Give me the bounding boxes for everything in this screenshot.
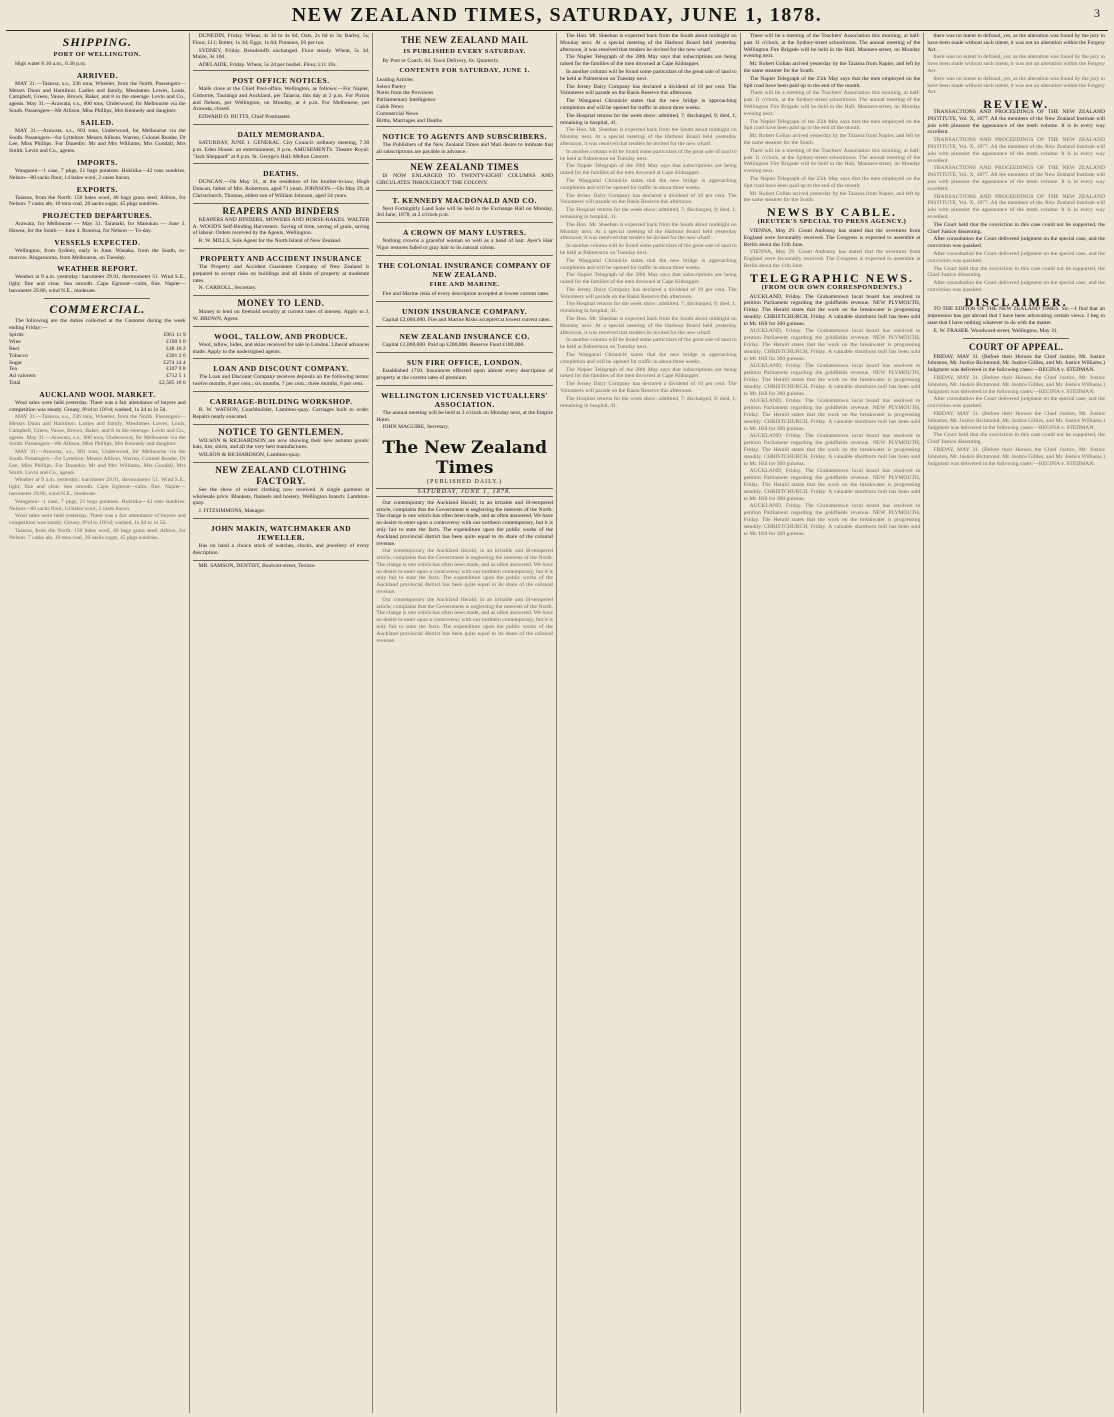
- post-office-notice: [193, 70, 370, 124]
- duty-item: Tea: [9, 366, 17, 373]
- gentlemen-advert: [193, 424, 370, 462]
- colonial-heading: THE COLONIAL INSURANCE COMPANY OF NEW ZEALAND.: [377, 260, 552, 279]
- loan-heading: LOAN AND DISCOUNT COMPANY.: [213, 364, 349, 374]
- review-heading: REVIEW.: [983, 97, 1050, 112]
- clothing-heading: NEW ZEALAND CLOTHING FACTORY.: [215, 464, 347, 486]
- news-filler-17: The Jersey Dairy Company has declared a dividend of 10 per cent. The Volunteers will parade on the Basin Reserve this afternoon.: [560, 381, 737, 395]
- deaths-text: DUNCAN.—On May 31, at the residence of his brother-in-law, Hugh Duncan, father of Mrs. Robertson, aged 71 years. JOHNSON.—On May 29, at Christchurch, Thomas, eldest son of William Johnson, aged 24 years.: [192, 179, 370, 199]
- telegraphic-text: AUCKLAND, Friday. The Grahamstown local board has resolved to petition Parliament regarding the goldfields revenue. NEW PLYMOUTH, Friday. The Herald states that the work on the breakwater is progressing steadily. CHRISTCHURCH, Friday. A valuable shorthorn bull has been sold to Mr. Hill for 300 guineas.: [743, 293, 921, 327]
- news-filler-7: The Hon. Mr. Sheehan is expected back from the South about midnight on Monday next. At a special meeting of the Harbour Board held yesterday afternoon, it was resolved that tenders be invited for the new wharf.: [560, 221, 737, 242]
- telegraphic-filler-2: AUCKLAND, Friday. The Grahamstown local board has resolved to petition Parliament regarding the goldfields revenue. NEW PLYMOUTH, Friday. The Herald states that the work on the breakwater is progressing steadily. CHRISTCHURCH, Friday. A valuable shorthorn bull has been sold to Mr. Hill for 300 guineas.: [743, 363, 921, 397]
- local-filler-3: Mr. Robert Gollan arrived yesterday by the Taiaroa from Napier, and left by the same steamer for the South.: [743, 133, 921, 146]
- news-filler-4: The Wanganui Chronicle states that the new bridge is approaching completion and will be opened for traffic in about three weeks.: [560, 177, 737, 191]
- vessels-text: Wellington, from Sydney, early in June. Wanaka, from the South, to-morrow. Ringarooma, from Melbourne, on Tuesday.: [9, 247, 186, 261]
- leading-article-cont-1: Our contemporary the Auckland Herald, in an irritable and ill-tempered article, complains that the Government is neglecting the interests of the North. The charge is one which has often been made, and as often answered. We have no desire to enter upon a controversy with our northern contemporary, but it is only fair to state the facts. The expenditure upon the public works of the Auckland provincial district has been quite equal to its share of the colonial revenue.: [376, 548, 553, 596]
- insurance-signature: N. CARROLL, Secretary.: [198, 285, 257, 292]
- cable-text: VIENNA, May 29. Count Andrassy has stated that the overtures from England were favourably received. The Congress is expected to assemble at Berlin about the 11th June.: [743, 227, 921, 248]
- nz-insurance-advert: [376, 326, 553, 352]
- watchmaker-heading: JOHN MAKIN, WATCHMAKER AND JEWELLER.: [210, 524, 352, 543]
- filler-text-6: Taiaroa, from the North: 150 bales wool, 40 bags grass seed. Albion, for Nelson: 7 casks ale, 10 tons coal, 20 sacks sugar, 45 pkgs sundries.: [9, 528, 186, 541]
- telegraphic-filler-5: AUCKLAND, Friday. The Grahamstown local board has resolved to petition Parliament regarding the goldfields revenue. NEW PLYMOUTH, Friday. The Herald states that the work on the breakwater is progressing steadily. CHRISTCHURCH, Friday. A valuable shorthorn bull has been sold to Mr. Hill for 300 guineas.: [743, 468, 921, 502]
- column-1: [6, 33, 190, 1413]
- column-grid: [6, 33, 1108, 1413]
- mail-contents-item: Leading Articles: [376, 76, 414, 83]
- duty-item: Total: [9, 379, 21, 386]
- review-filler-1: TRANSACTIONS AND PROCEEDINGS OF THE NEW ZEALAND INSTITUTE, Vol. X, 1877. All the members of the New Zealand Institute will join with pleasure the appearance of the tenth volume. It is in every way excellent.: [927, 137, 1105, 164]
- telegraphic-filler-6: AUCKLAND, Friday. The Grahamstown local board has resolved to petition Parliament regarding the goldfields revenue. NEW PLYMOUTH, Friday. The Herald states that the work on the breakwater is progressing steadily. CHRISTCHURCH, Friday. A valuable shorthorn bull has been sold to Mr. Hill for 300 guineas.: [743, 503, 921, 537]
- news-filler-5: The Jersey Dairy Company has declared a dividend of 10 per cent. The Volunteers will parade on the Basin Reserve this afternoon.: [560, 192, 737, 206]
- duty-row: [9, 373, 186, 380]
- disclaimer-heading: DISCLAIMER.: [964, 294, 1068, 309]
- memo-heading: DAILY MEMORANDA.: [237, 129, 325, 139]
- weather-text: Weather at 9 a.m. yesterday: barometer 29.91, thermometer 51. Wind S.E., light; fine and clear. Sea smooth. Cape Egmont—calm, fine. Napier—barometer 29.86, wind N.E., moderate.: [9, 274, 186, 294]
- shipping-heading: SHIPPING.: [62, 35, 132, 49]
- insurance-advert: [193, 248, 370, 295]
- wool-heading: WOOL, TALLOW, AND PRODUCE.: [214, 331, 348, 341]
- review-text: TRANSACTIONS AND PROCEEDINGS OF THE NEW ZEALAND INSTITUTE, Vol. X, 1877. All the members of the New Zealand Institute will join with pleasure the appearance of the tenth volume. It is in every way excellent.: [927, 108, 1105, 136]
- news-paragraph-6: The Hospital returns for the week show: admitted, 7; discharged, 9; died, 1; remaining in hospital, 41.: [560, 112, 737, 126]
- land-sale-heading: T. KENNEDY MACDONALD AND CO.: [392, 195, 537, 205]
- coachbuilder-text: R. W. WATSON, Coachbuilder, Lambton-quay. Carriages built to order. Repairs neatly executed.: [192, 406, 370, 420]
- duties-table: [9, 332, 186, 386]
- divider: [963, 338, 1070, 339]
- gentlemen-text: WILSON & RICHARDSON are now showing their new autumn goods: hats, ties, shirts, and all the very best manufactures.: [192, 437, 370, 451]
- duty-amount: £48 10 2: [166, 345, 186, 352]
- agents-heading: NOTICE TO AGENTS AND SUBSCRIBERS.: [382, 132, 547, 142]
- gentlemen-heading: NOTICE TO GENTLEMEN.: [218, 426, 344, 437]
- victuallers-signature: JOHN MAGUIRE, Secretary.: [382, 424, 450, 431]
- news-filler-13: The Hon. Mr. Sheehan is expected back from the South about midnight on Monday next. At a special meeting of the Harbour Board held yesterday afternoon, it was resolved that tenders be invited for the new wharf.: [560, 316, 737, 336]
- local-paragraph-2: Mr. Robert Gollan arrived yesterday by the Taiaroa from Napier, and left by the same steamer for the South.: [743, 61, 921, 74]
- column-3: [373, 33, 557, 1413]
- post-signature: EDWARD D. BUTTS, Chief Postmaster.: [198, 114, 291, 121]
- dentist-text: MR. SAMSON, DENTIST, Boulcott-street, Terrace.: [198, 562, 316, 569]
- news-filler-14: In another column will be found some particulars of the great sale of land to be held at Palmerston on Tuesday next.: [560, 337, 737, 351]
- adelaide-market: ADELAIDE, Friday. Wheat, 5s 2d per bushel. Flour, £11 10s.: [198, 62, 337, 69]
- coachbuilder-heading: CARRIAGE-BUILDING WORKSHOP.: [209, 396, 353, 406]
- duty-row: [9, 380, 186, 387]
- filler-text-5: Wool sales were held yesterday. There was a fair attendance of buyers and competition was steady. Greasy, 8½d to 10½d; washed, 1s 2d to 1s 5d.: [9, 513, 186, 527]
- law-paragraph: there was no intent to defraud, yet, as the alteration was found by the jury to have been made without such intent, it was not an alteration within the Forgery Act.: [927, 33, 1105, 53]
- exports-heading: EXPORTS.: [76, 184, 118, 194]
- duty-row: [9, 366, 186, 373]
- local-paragraph-1: There will be a meeting of the Teachers' Association this morning, at half-past 11 o'clock, at the Sydney-street schoolroom. The annual meeting of the Wellington Fire Brigade will be held in the Hall, Manners-street, on Monday evening next.: [743, 33, 921, 60]
- sun-fire-heading: SUN FIRE OFFICE, LONDON.: [406, 358, 523, 368]
- commercial-text: The following are the duties collected at the Customs during the week ending Friday:—: [9, 317, 186, 331]
- duty-amount: £107 9 8: [166, 366, 186, 373]
- money-text: Money to lend on freehold security at current rates of interest. Apply to J. W. BROWN, Agent.: [192, 309, 370, 322]
- court-text: FRIDAY, MAY 31. (Before their Honors the Chief Justice, Mr. Justice Johnston, Mr. Justice Richmond, Mr. Justice Gillies, and Mr. Justice Williams.) Judgment was delivered in the following cases:—REGINA v. STEDMAN.: [927, 353, 1105, 374]
- news-filler-6: The Hospital returns for the week show: admitted, 7; discharged, 9; died, 1; remaining in hospital, 41.: [560, 207, 737, 220]
- imports-text: Wanganui—1 case, 7 pkgs, 21 bags potatoes. Hokitika—42 tons sundries. Nelson—80 sacks flour, 14 bales wool, 2 cases bacon.: [9, 167, 186, 181]
- news-filler-2: In another column will be found some particulars of the great sale of land to be held at Palmerston on Tuesday next.: [560, 148, 737, 162]
- telegraphic-filler-4: AUCKLAND, Friday. The Grahamstown local board has resolved to petition Parliament regarding the goldfields revenue. NEW PLYMOUTH, Friday. The Herald states that the work on the breakwater is progressing steadily. CHRISTCHURCH, Friday. A valuable shorthorn bull has been sold to Mr. Hill for 300 guineas.: [743, 433, 921, 467]
- paper-subtitle: (PUBLISHED DAILY.): [427, 479, 503, 486]
- watchmaker-advert: [193, 518, 370, 560]
- news-paragraph-2: The Napier Telegraph of the 28th May says that subscriptions are being raised for the families of the men drowned at Cape Kidnapper.: [560, 54, 737, 68]
- telegraphic-filler-3: AUCKLAND, Friday. The Grahamstown local board has resolved to petition Parliament regarding the goldfields revenue. NEW PLYMOUTH, Friday. The Herald states that the work on the breakwater is progressing steadily. CHRISTCHURCH, Friday. A valuable shorthorn bull has been sold to Mr. Hill for 300 guineas.: [743, 398, 921, 432]
- paper-date: SATURDAY, JUNE 1, 1878.: [376, 488, 553, 497]
- hair-text: Nothing crowns a graceful woman so well as a head of hair. Ayer's Hair Vigor restores faded or gray hair to its natural colour.: [376, 238, 553, 251]
- cable-filler: VIENNA, May 29. Count Andrassy has stated that the overtures from England were favourably received. The Congress is expected to assemble at Berlin about the 11th June.: [743, 249, 921, 269]
- victuallers-text: The annual meeting will be held at 3 o'clock on Monday next, at the Empire Hotel.: [376, 409, 553, 423]
- mail-contents-item: Cable News: [376, 103, 404, 110]
- local-filler-6: Mr. Robert Gollan arrived yesterday by the Taiaroa from Napier, and left by the same steamer for the South.: [743, 190, 921, 204]
- times-text: IS NOW ENLARGED TO TWENTY-EIGHT COLUMNS AND CIRCULATES THROUGHOUT THE COLONY.: [376, 172, 553, 186]
- mail-contents-item: Births, Marriages and Deaths: [376, 117, 442, 124]
- disclaimer-text: TO THE EDITOR OF THE NEW ZEALAND TIMES. Sir,—I find that an impression has got abroad that I have been advocating certain views. I beg to state that I have nothing whatever to do with the matter.: [927, 306, 1105, 327]
- news-filler-11: The Jersey Dairy Company has declared a dividend of 10 per cent. The Volunteers will parade on the Basin Reserve this afternoon.: [560, 286, 737, 300]
- duty-amount: £961 11 9: [163, 332, 186, 339]
- telegraphic-heading: TELEGRAPHIC NEWS.: [749, 270, 914, 285]
- loan-text: The Loan and Discount Company receives deposits on the following terms: twelve months, 8 per cent.; six months, 7 per cent.; three months, 6 per cent.: [192, 374, 370, 388]
- duty-row: [9, 353, 186, 360]
- deaths-heading: DEATHS.: [263, 169, 299, 179]
- commercial-heading: COMMERCIAL.: [49, 301, 146, 316]
- agents-text: The Publishers of the New Zealand Times and Mail desire to intimate that all subscriptions are payable in advance.: [376, 142, 553, 156]
- sun-fire-advert: [376, 352, 553, 385]
- departures-heading: PROJECTED DEPARTURES.: [42, 211, 153, 221]
- news-paragraph-3: In another column will be found some particulars of the great sale of land to be held at Palmerston on Tuesday next.: [560, 68, 737, 82]
- duty-amount: £301 2 6: [166, 352, 186, 359]
- market-heading: AUCKLAND WOOL MARKET.: [39, 389, 156, 399]
- news-paragraph-5: The Wanganui Chronicle states that the new bridge is approaching completion and will be opened for traffic in about three weeks.: [560, 98, 737, 111]
- telegraphic-filler-1: AUCKLAND, Friday. The Grahamstown local board has resolved to petition Parliament regarding the goldfields revenue. NEW PLYMOUTH, Friday. The Herald states that the work on the breakwater is progressing steadily. CHRISTCHURCH, Friday. A valuable shorthorn bull has been sold to Mr. Hill for 300 guineas.: [743, 328, 921, 362]
- mail-contents-list: [376, 77, 553, 125]
- post-text: Mails close at the Chief Post-office, Wellington, as follows:—For Napier, Gisborne, Tauranga and Auckland, per Taiaroa, this day at 2 p.m. For Picton and Nelson, per Wellington, on Monday, at 4 p.m. For Melbourne, per Arawata, closed.: [192, 85, 370, 113]
- mail-contents-item: Parliamentary Intelligence: [376, 97, 436, 104]
- mail-contents-item: Select Poetry: [376, 83, 406, 90]
- dentist-advert: [193, 560, 370, 573]
- filler-text-1: MAY 31.—Taiaroa, s.s., 236 tons, Wheeler, from the North. Passengers—Messrs Dunn and Hamilton. Ladies and family, Mesdames Lowes, Louis, Campbell, Green, Vause, Brown, Baker, and 8 in the steerage. Levin and Co., agents. May 31.—Arawata, s.s., 600 tons, Underwood, for Melbourne via the South. Passengers—Mr Allison, Miss Phillips, Mrs Kennedy and daughter.: [9, 414, 186, 448]
- agents-notice: [376, 126, 553, 159]
- masthead-rule: [6, 30, 1108, 31]
- memoranda: [193, 124, 370, 163]
- sailed-text: MAY 31.—Arawata, s.s., 601 tons, Underwood, for Melbourne via the South. Passengers—for Lyttelton: Messrs Allison, Warren, Colonel Reader, Dr Lee, Miss Phillips. For Dunedin: Mr and Mrs Williams, Mrs Goodall, Mrs Smith. Levin and Co., agents.: [9, 127, 186, 155]
- clothing-signature: J. FITZSIMMONS, Manager.: [198, 508, 266, 515]
- duty-item: Wine: [9, 339, 21, 346]
- colonial-insurance-advert: [376, 255, 553, 301]
- sailed-heading: SAILED.: [80, 117, 114, 127]
- court-filler-4: The Court held that the conviction in this case could not be supported, the Chief Justice dissenting.: [927, 432, 1105, 446]
- mail-advert: [376, 33, 553, 126]
- local-filler-5: The Napier Telegraph of the 25th May says that the men employed on the Spit road have been paid up to the end of the month.: [743, 175, 921, 189]
- court-held-text: The Court held that the conviction in this case could not be supported, the Chief Justice dissenting.: [927, 221, 1105, 235]
- arrived-heading: ARRIVED.: [76, 70, 118, 80]
- union-insurance-advert: [376, 301, 553, 327]
- hair-advert: [376, 222, 553, 255]
- post-heading: POST OFFICE NOTICES.: [232, 75, 330, 85]
- court-heading: COURT OF APPEAL.: [968, 341, 1064, 352]
- column-6: [924, 33, 1108, 1413]
- union-heading: UNION INSURANCE COMPANY.: [402, 306, 528, 316]
- filler-text-2: MAY 31.—Arawata, s.s., 601 tons, Underwood, for Melbourne via the South. Passengers—for Lyttelton: Messrs Allison, Warren, Colonel Reader, Dr Lee, Miss Phillips. For Dunedin: Mr and Mrs Williams, Mrs Goodall, Mrs Smith. Levin and Co., agents.: [9, 449, 186, 476]
- court-filler-1: FRIDAY, MAY 31. (Before their Honors the Chief Justice, Mr. Justice Johnston, Mr. Justice Richmond, Mr. Justice Gillies, and Mr. Justice Williams.) Judgment was delivered in the following cases:—REGINA v. STEDMAN.: [927, 375, 1105, 395]
- news-filler-16: The Napier Telegraph of the 28th May says that subscriptions are being raised for the families of the men drowned at Cape Kidnapper.: [560, 366, 737, 380]
- wool-text: Wool, tallow, hides, and skins received for sale in London. Liberal advances made. Apply to the undersigned agents.: [192, 341, 370, 355]
- judgment-filler-2: The Court held that the conviction in this case could not be supported, the Chief Justice dissenting.: [927, 265, 1105, 279]
- victuallers-notice: [376, 385, 553, 434]
- duty-amount: £712 5 1: [166, 373, 186, 380]
- local-paragraph-3: The Napier Telegraph of the 25th May says that the men employed on the Spit road have been paid up to the end of the month.: [743, 75, 921, 89]
- colonial-text: Fire and Marine risks of every description accepted at lowest current rates.: [382, 290, 550, 297]
- newspaper-title: NEW ZEALAND TIMES, SATURDAY, JUNE 1, 1878.: [291, 4, 823, 26]
- news-filler-12: The Hospital returns for the week show: admitted, 7; discharged, 9; died, 1; remaining in hospital, 41.: [560, 301, 737, 315]
- court-filler-2: After consultation the Court delivered judgment on the special case, and the conviction was quashed.: [927, 396, 1105, 410]
- duty-item: Beer: [9, 345, 20, 352]
- land-sale-advert: [376, 190, 553, 223]
- exports-text: Taiaroa, from the North: 150 bales wool, 40 bags grass seed. Albion, for Nelson: 7 casks ale, 10 tons coal, 20 sacks sugar, 45 pkgs sundries.: [9, 194, 186, 208]
- coachbuilder-advert: [193, 391, 370, 424]
- dunedin-market: DUNEDIN, Friday. Wheat, 4s 3d to 4s 6d; Oats, 2s 6d to 3s; Barley, 5s; Flour, £11; Butter, 1s 3d; Eggs, 1s 6d; Potatoes, £6 per ton.: [192, 33, 370, 46]
- union-text: Capital £2,000,000. Fire and Marine Risks accepted at lowest current rates.: [382, 316, 551, 323]
- cable-heading: NEWS BY CABLE.: [767, 205, 897, 220]
- local-filler-2: The Napier Telegraph of the 25th May says that the men employed on the Spit road have been paid up to the end of the month.: [743, 118, 921, 132]
- market-text: Wool sales were held yesterday. There was a fair attendance of buyers and competition was steady. Greasy, 8½d to 10½d; washed, 1s 2d to 1s 5d.: [9, 399, 186, 413]
- mail-contents-item: Notes from the Provinces: [376, 90, 434, 97]
- news-paragraph-1: The Hon. Mr. Sheehan is expected back from the South about midnight on Monday next. At a special meeting of the Harbour Board held yesterday afternoon, it was resolved that tenders be invited for the new wharf.: [560, 33, 737, 53]
- judgment-filler-3: After consultation the Court delivered judgment on the special case, and the conviction was quashed.: [927, 280, 1105, 293]
- column-4: [557, 33, 741, 1413]
- page-number: 3: [1094, 6, 1100, 20]
- wool-advert: [193, 326, 370, 359]
- reaper-text: REAPERS AND BINDERS, MOWERS AND HORSE-RAKES. WALTER A. WOOD'S Self-Binding Harvesters. Saving of time, saving of grain, saving of labour. Orders received by the Agents, Wellington.: [192, 216, 370, 237]
- duty-item: Sugar: [9, 359, 23, 366]
- mail-contents-heading: CONTENTS FOR SATURDAY, JUNE 1.: [399, 66, 530, 74]
- mail-contents-item: Commercial News: [376, 110, 419, 117]
- filler-text-3: Weather at 9 a.m. yesterday: barometer 29.91, thermometer 51. Wind S.E., light; fine and clear. Sea smooth. Cape Egmont—calm, fine. Napier—barometer 29.86, wind N.E., moderate.: [9, 477, 186, 498]
- departures-text: Arawata, for Melbourne — May 31. Taranaki, for Manukau — June 3. Hawea, for the South — June 4. Rotorua, for Nelson — To-day.: [9, 221, 186, 234]
- victuallers-heading: WELLINGTON LICENSED VICTUALLERS' ASSOCIATION.: [381, 390, 549, 409]
- clothing-text: See the show of winter clothing now received. A single garment at wholesale price. Blankets, flannels and hosiery. Wellington branch: Lambton-quay.: [192, 486, 370, 507]
- loan-advert: [193, 358, 370, 391]
- review-filler-2: TRANSACTIONS AND PROCEEDINGS OF THE NEW ZEALAND INSTITUTE, Vol. X, 1877. All the members of the New Zealand Institute will join with pleasure the appearance of the tenth volume. It is in every way excellent.: [927, 165, 1105, 192]
- cable-subheading: (REUTER'S SPECIAL TO PRESS AGENCY.): [757, 217, 907, 225]
- duty-row: [9, 346, 186, 353]
- duty-item: Spirits: [9, 332, 24, 339]
- news-paragraph-4: The Jersey Dairy Company has declared a dividend of 10 per cent. The Volunteers will parade on the Basin Reserve this afternoon.: [560, 83, 737, 97]
- times-heading: NEW ZEALAND TIMES: [410, 161, 520, 172]
- duty-amount: £180 3 0: [166, 339, 186, 346]
- filler-text-4: Wanganui—1 case, 7 pkgs, 21 bags potatoes. Hokitika—42 tons sundries. Nelson—80 sacks flour, 14 bales wool, 2 cases bacon.: [9, 498, 186, 512]
- local-filler-4: There will be a meeting of the Teachers' Association this morning, at half-past 11 o'clock, at the Sydney-street schoolroom. The annual meeting of the Wellington Fire Brigade will be held in the Hall, Manners-street, on Monday evening next.: [743, 147, 921, 175]
- insurance-text: The Property and Accident Guarantee Company of New Zealand is prepared to accept risks on buildings and all kinds of property at moderate rates.: [192, 263, 370, 284]
- column-5: [741, 33, 925, 1413]
- sun-fire-text: Established 1710. Insurances effected upon almost every description of property at the current rates of premium.: [376, 368, 553, 381]
- sydney-market: SYDNEY, Friday. Breadstuffs unchanged. Flour steady. Wheat, 5s 3d. Maize, 3s 10d.: [192, 47, 370, 61]
- reaper-heading: REAPERS AND BINDERS: [222, 205, 340, 216]
- law-filler-1: there was no intent to defraud, yet, as the alteration was found by the jury to have been made without such intent, it was not an alteration within the Forgery Act.: [927, 54, 1105, 74]
- land-sale-text: Next Fortnightly Land Sale will be held in the Exchange Hall on Monday, 3rd June, 1878, at 2 o'clock p.m.: [376, 205, 553, 219]
- reaper-agent: R. W. MILLS, Sole Agent for the North Island of New Zealand.: [198, 238, 342, 245]
- nz-insurance-heading: NEW ZEALAND INSURANCE CO.: [399, 332, 530, 342]
- judgment-filler-1: After consultation the Court delivered judgment on the special case, and the conviction was quashed.: [927, 250, 1105, 264]
- law-filler-2: there was no intent to defraud, yet, as the alteration was found by the jury to have been made without such intent, it was not an alteration within the Forgery Act.: [927, 75, 1105, 96]
- paper-title: The New Zealand Times: [382, 438, 547, 479]
- divider: [44, 298, 150, 299]
- news-filler-1: The Hon. Mr. Sheehan is expected back from the South about midnight on Monday next. At a special meeting of the Harbour Board held yesterday afternoon, it was resolved that tenders be invited for the new wharf.: [560, 127, 737, 147]
- watchmaker-text: Has on hand a choice stock of watches, clocks, and jewellery of every description.: [192, 543, 370, 556]
- leading-article-cont-2: Our contemporary the Auckland Herald, in an irritable and ill-tempered article, complains that the Government is neglecting the interests of the North. The charge is one which has often been made, and as often answered. We have no desire to enter upon a controversy with our northern contemporary, but it is only fair to state the facts. The expenditure upon the public works of the Auckland provincial district has been quite equal to its share of the colonial revenue.: [376, 596, 553, 644]
- imports-heading: IMPORTS.: [77, 157, 118, 167]
- mail-price: By Post or Coach, 6d. Town Delivery, 6s. Quarterly.: [382, 58, 500, 64]
- memo-text: SATURDAY, JUNE 1. GENERAL. City Council: ordinary meeting, 7.30 p.m. Eden House: an entertainment, 8 p.m. AMUSEMENTS. Theatre Royal: "Jack Sheppard" at 8 p.m. St. George's Hall: Mellon Concert.: [192, 139, 370, 160]
- news-filler-9: The Wanganui Chronicle states that the new bridge is approaching completion and will be opened for traffic in about three weeks.: [560, 257, 737, 271]
- duty-item: Ad valorem: [9, 373, 36, 380]
- high-water: High water 6.10 a.m., 6.38 p.m.: [15, 61, 87, 67]
- news-filler-10: The Napier Telegraph of the 28th May says that subscriptions are being raised for the families of the men drowned at Cape Kidnapper.: [560, 272, 737, 286]
- reaper-advert: [193, 203, 370, 248]
- times-notice: [376, 159, 553, 190]
- duty-row: [9, 339, 186, 346]
- mail-heading: THE NEW ZEALAND MAIL: [400, 35, 529, 45]
- hair-heading: A CROWN OF MANY LUSTRES.: [403, 228, 527, 238]
- arrived-text: MAY 31.—Taiaroa, s.s., 236 tons, Wheeler, from the North. Passengers—Messrs Dunn and Hamilton. Ladies and family, Mesdames Lowes, Louis, Campbell, Green, Vause, Brown, Baker, and 8 in the steerage. Levin and Co., agents. May 31.—Arawata, s.s., 600 tons, Underwood, for Melbourne via the South. Passengers—Mr Allison, Miss Phillips, Mrs Kennedy and daughter.: [9, 80, 186, 114]
- duty-amount: £2,585 16 6: [159, 379, 186, 386]
- deaths-notice: [193, 163, 370, 202]
- insurance-heading: PROPERTY AND ACCIDENT INSURANCE: [200, 253, 362, 263]
- duty-row: [9, 332, 186, 339]
- column-2: [190, 33, 374, 1413]
- news-filler-3: The Napier Telegraph of the 28th May says that subscriptions are being raised for the families of the men drowned at Cape Kidnapper.: [560, 163, 737, 177]
- review-filler-3: TRANSACTIONS AND PROCEEDINGS OF THE NEW ZEALAND INSTITUTE, Vol. X, 1877. All the members of the New Zealand Institute will join with pleasure the appearance of the tenth volume. It is in every way excellent.: [927, 193, 1105, 220]
- news-filler-18: The Hospital returns for the week show: admitted, 7; discharged, 9; died, 1; remaining in hospital, 41.: [560, 395, 737, 409]
- telegraphic-subheading: (FROM OUR OWN CORRESPONDENTS.): [761, 283, 903, 291]
- mail-subheading: IS PUBLISHED EVERY SATURDAY.: [403, 48, 526, 55]
- gentlemen-signature: WILSON & RICHARDSON, Lambton-quay.: [198, 452, 301, 459]
- news-filler-8: In another column will be found some particulars of the great sale of land to be held at Palmerston on Tuesday next.: [560, 243, 737, 256]
- masthead: [0, 0, 1114, 30]
- judgment-text: After consultation the Court delivered judgment on the special case, and the conviction was quashed.: [927, 236, 1105, 250]
- local-filler-1: There will be a meeting of the Teachers' Association this morning, at half-past 11 o'clock, at the Sydney-street schoolroom. The annual meeting of the Wellington Fire Brigade will be held in the Hall, Manners-street, on Monday evening next.: [743, 90, 921, 117]
- money-heading: MONEY TO LEND.: [237, 298, 325, 309]
- court-filler-5: FRIDAY, MAY 31. (Before their Honors the Chief Justice, Mr. Justice Johnston, Mr. Justice Richmond, Mr. Justice Gillies, and Mr. Justice Williams.) Judgment was delivered in the following cases:—REGINA v. STEDMAN.: [927, 447, 1105, 467]
- vessels-heading: VESSELS EXPECTED.: [54, 237, 141, 247]
- port-heading: PORT OF WELLINGTON.: [53, 51, 142, 58]
- money-advert: [193, 295, 370, 326]
- news-filler-15: The Wanganui Chronicle states that the new bridge is approaching completion and will be opened for traffic in about three weeks.: [560, 352, 737, 365]
- weather-heading: WEATHER REPORT.: [57, 264, 138, 274]
- disclaimer-signature: E. W. FRASER. Woodward-street, Wellington, May 31.: [933, 327, 1059, 334]
- duty-item: Tobacco: [9, 352, 28, 359]
- leading-article: Our contemporary the Auckland Herald, in an irritable and ill-tempered article, complains that the Government is neglecting the interests of the North. The charge is one which has often been made, and as often answered. We have no desire to enter upon a controversy with our northern contemporary, but it is only fair to state the facts. The expenditure upon the public works of the Auckland provincial district has been quite equal to its share of the colonial revenue.: [376, 499, 553, 547]
- court-filler-3: FRIDAY, MAY 31. (Before their Honors the Chief Justice, Mr. Justice Johnston, Mr. Justice Richmond, Mr. Justice Gillies, and Mr. Justice Williams.) Judgment was delivered in the following cases:—REGINA v. STEDMAN.: [927, 411, 1105, 431]
- colonial-subheading: FIRE AND MARINE.: [429, 280, 500, 288]
- duty-row: [9, 360, 186, 367]
- duty-amount: £274 14 4: [163, 359, 186, 366]
- clothing-advert: [193, 462, 370, 518]
- nz-insurance-text: Capital £1,000,000. Paid up £200,000. Reserve Fund £180,000.: [382, 342, 525, 349]
